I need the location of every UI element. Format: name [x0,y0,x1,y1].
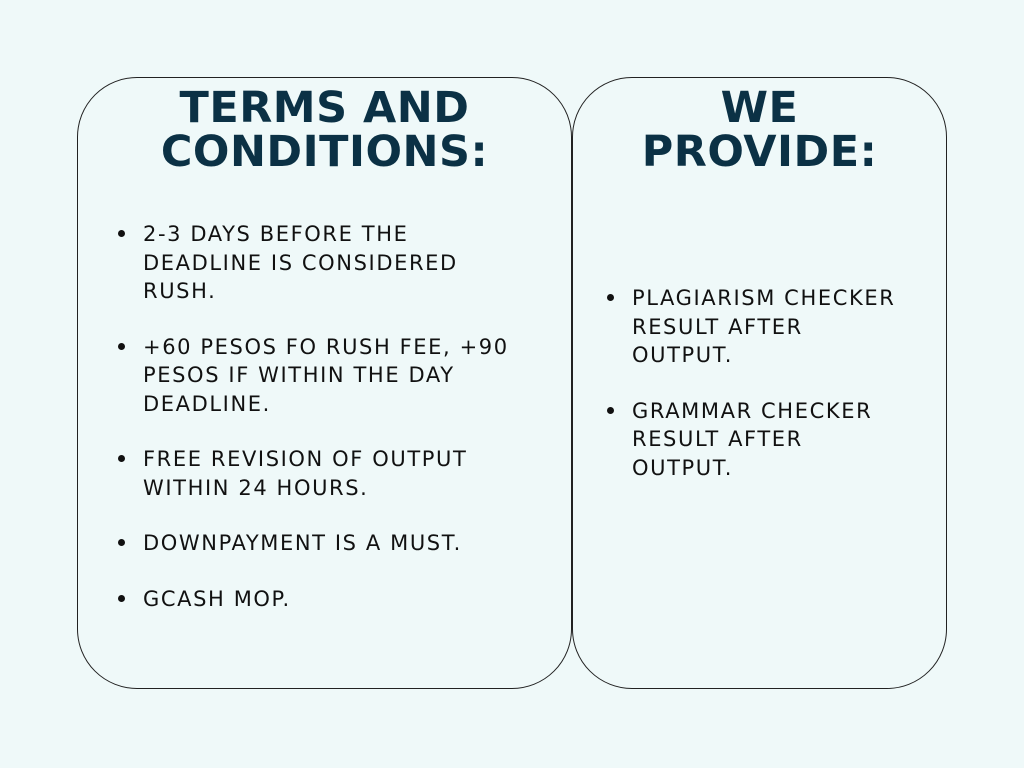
terms-list-item [112,333,552,419]
list-item-text: DEADLINE IS CONSIDERED [143,250,458,275]
bullet-dot-icon [607,294,614,301]
bullet-dot-icon [118,230,125,237]
provide-title-line: WE [720,83,799,133]
provide-panel [572,77,947,689]
list-item-text: GRAMMAR CHECKER [632,398,873,423]
terms-list [112,220,552,640]
terms-title [78,83,571,177]
provide-list-item [601,284,941,370]
provide-list [601,284,941,509]
bullet-dot-icon [118,455,125,462]
list-item-text: OUTPUT. [632,455,733,480]
list-item-text: DEADLINE. [143,391,271,416]
list-item-text: OUTPUT. [632,343,733,367]
terms-title-line: CONDITIONS: [160,127,489,177]
bullet-dot-icon [607,407,614,414]
list-item-text: RESULT AFTER [632,314,803,339]
terms-list-item [112,585,552,614]
list-item-text: 2-3 DAYS BEFORE THE [143,222,409,246]
provide-title-line: PROVIDE: [641,127,878,177]
terms-title-line: TERMS AND [179,83,470,133]
bullet-dot-icon [118,539,125,546]
list-item-text: GCASH MOP. [143,586,291,611]
terms-list-item [112,529,552,558]
terms-list-item [112,445,552,502]
list-item-text: WITHIN 24 HOURS. [143,475,369,500]
list-item-text: PLAGIARISM CHECKER [632,286,896,310]
bullet-dot-icon [118,595,125,602]
list-item-text: FREE REVISION OF OUTPUT [143,447,468,471]
terms-list-item [112,220,552,306]
list-item-text: RESULT AFTER [632,427,803,451]
list-item-text: PESOS IF WITHIN THE DAY [143,363,455,387]
provide-list-item [601,397,941,483]
terms-panel [77,77,572,689]
provide-title [573,83,946,177]
bullet-dot-icon [118,343,125,350]
list-item-text: DOWNPAYMENT IS A MUST. [143,531,462,555]
list-item-text: +60 PESOS FO RUSH FEE, +90 [143,334,509,359]
list-item-text: RUSH. [143,279,217,303]
